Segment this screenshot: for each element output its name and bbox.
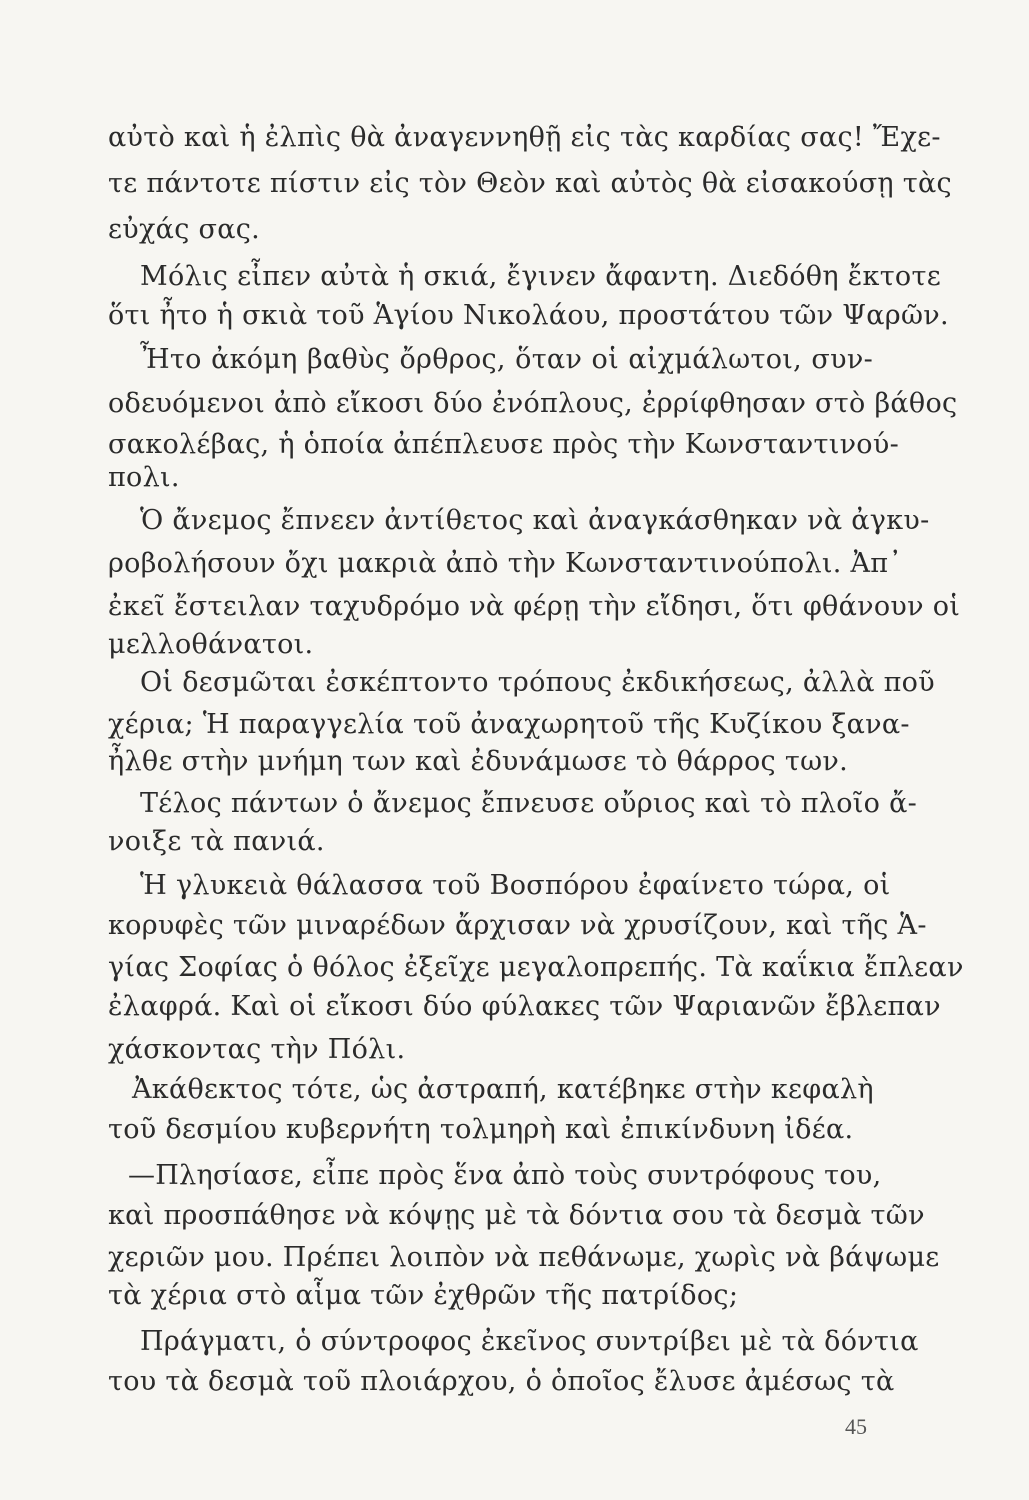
text-line: ροβολήσουν ὄχι μακριὰ ἀπὸ τὴν Κωνσταντινούπολι. Ἀπ᾽ xyxy=(108,548,903,579)
text-line: Πράγματι, ὁ σύντροφος ἐκεῖνος συντρίβει μὲ τὰ δόντια xyxy=(140,1326,919,1357)
text-line: καὶ προσπάθησε νὰ κόψῃς μὲ τὰ δόντια σου τὰ δεσμὰ τῶν xyxy=(108,1200,925,1231)
text-line: Μόλις εἶπεν αὐτὰ ἡ σκιά, ἔγινεν ἄφαντη. Διεδόθη ἔκτοτε xyxy=(140,261,942,292)
text-line: οδευόμενοι ἀπὸ εἴκοσι δύο ἐνόπλους, ἐρρίφθησαν στὸ βάθος xyxy=(108,388,958,419)
text-line: σακολέβας, ἡ ὁποία ἀπέπλευσε πρὸς τὴν Κωνσταντινού- xyxy=(108,429,899,460)
text-line: —Πλησίασε, εἶπε πρὸς ἕνα ἀπὸ τοὺς συντρόφους του, xyxy=(128,1160,882,1191)
text-line: Ἡ γλυκειὰ θάλασσα τοῦ Βοσπόρου ἐφαίνετο τώρα, οἱ xyxy=(140,870,891,901)
text-line: ἦλθε στὴν μνήμη των καὶ ἐδυνάμωσε τὸ θάρρος των. xyxy=(108,746,849,777)
text-line: Ἀκάθεκτος τότε, ὡς ἀστραπή, κατέβηκε στὴν κεφαλὴ xyxy=(132,1074,874,1105)
text-line: μελλοθάνατοι. xyxy=(108,629,314,660)
text-line: χέρια; Ἡ παραγγελία τοῦ ἀναχωρητοῦ τῆς Κυζίκου ξανα- xyxy=(108,709,910,740)
text-line: ἐκεῖ ἔστειλαν ταχυδρόμο νὰ φέρῃ τὴν εἴδησι, ὅτι φθάνουν οἱ xyxy=(108,591,961,622)
text-line: τοῦ δεσμίου κυβερνήτη τολμηρὴ καὶ ἐπικίνδυνη ἰδέα. xyxy=(108,1114,854,1145)
text-line: ὅτι ἦτο ἡ σκιὰ τοῦ Ἁγίου Νικολάου, προστάτου τῶν Ψαρῶν. xyxy=(108,300,949,331)
page-number: 45 xyxy=(845,1414,867,1439)
text-line: του τὰ δεσμὰ τοῦ πλοιάρχου, ὁ ὁποῖος ἔλυσε ἀμέσως τὰ xyxy=(108,1366,895,1397)
text-line: χάσκοντας τὴν Πόλι. xyxy=(108,1034,406,1065)
text-line: εὐχάς σας. xyxy=(108,214,261,245)
text-line: Ὁ ἄνεμος ἔπνεεν ἀντίθετος καὶ ἀναγκάσθηκαν νὰ ἀγκυ- xyxy=(140,505,930,536)
text-line: νοιξε τὰ πανιά. xyxy=(108,826,325,857)
text-line: τὰ χέρια στὸ αἷμα τῶν ἐχθρῶν τῆς πατρίδος; xyxy=(108,1280,739,1311)
text-line: πολι. xyxy=(108,462,180,493)
text-line: Ἦτο ἀκόμη βαθὺς ὄρθρος, ὅταν οἱ αἰχμάλωτοι, συν- xyxy=(140,344,873,375)
text-line: τε πάντοτε πίστιν εἰς τὸν Θεὸν καὶ αὐτὸς θὰ εἰσακούσῃ τὰς xyxy=(108,168,952,199)
text-line: κορυφὲς τῶν μιναρέδων ἄρχισαν νὰ χρυσίζουν, καὶ τῆς Ἁ- xyxy=(108,910,927,941)
text-line: ἐλαφρά. Καὶ οἱ εἴκοσι δύο φύλακες τῶν Ψαριανῶν ἔβλεπαν xyxy=(108,991,941,1022)
text-line: Οἱ δεσμῶται ἐσκέπτοντο τρόπους ἐκδικήσεως, ἀλλὰ ποῦ xyxy=(140,667,935,698)
text-line: χεριῶν μου. Πρέπει λοιπὸν νὰ πεθάνωμε, χωρὶς νὰ βάψωμε xyxy=(108,1242,940,1273)
text-line: γίας Σοφίας ὁ θόλος ἐξεῖχε μεγαλοπρεπής. Τὰ καΐκια ἔπλεαν xyxy=(108,952,964,983)
text-line: αὐτὸ καὶ ἡ ἐλπὶς θὰ ἀναγεννηθῇ εἰς τὰς καρδίας σας! Ἔχε- xyxy=(108,122,941,153)
text-line: Τέλος πάντων ὁ ἄνεμος ἔπνευσε οὔριος καὶ τὸ πλοῖο ἄ- xyxy=(140,788,918,819)
